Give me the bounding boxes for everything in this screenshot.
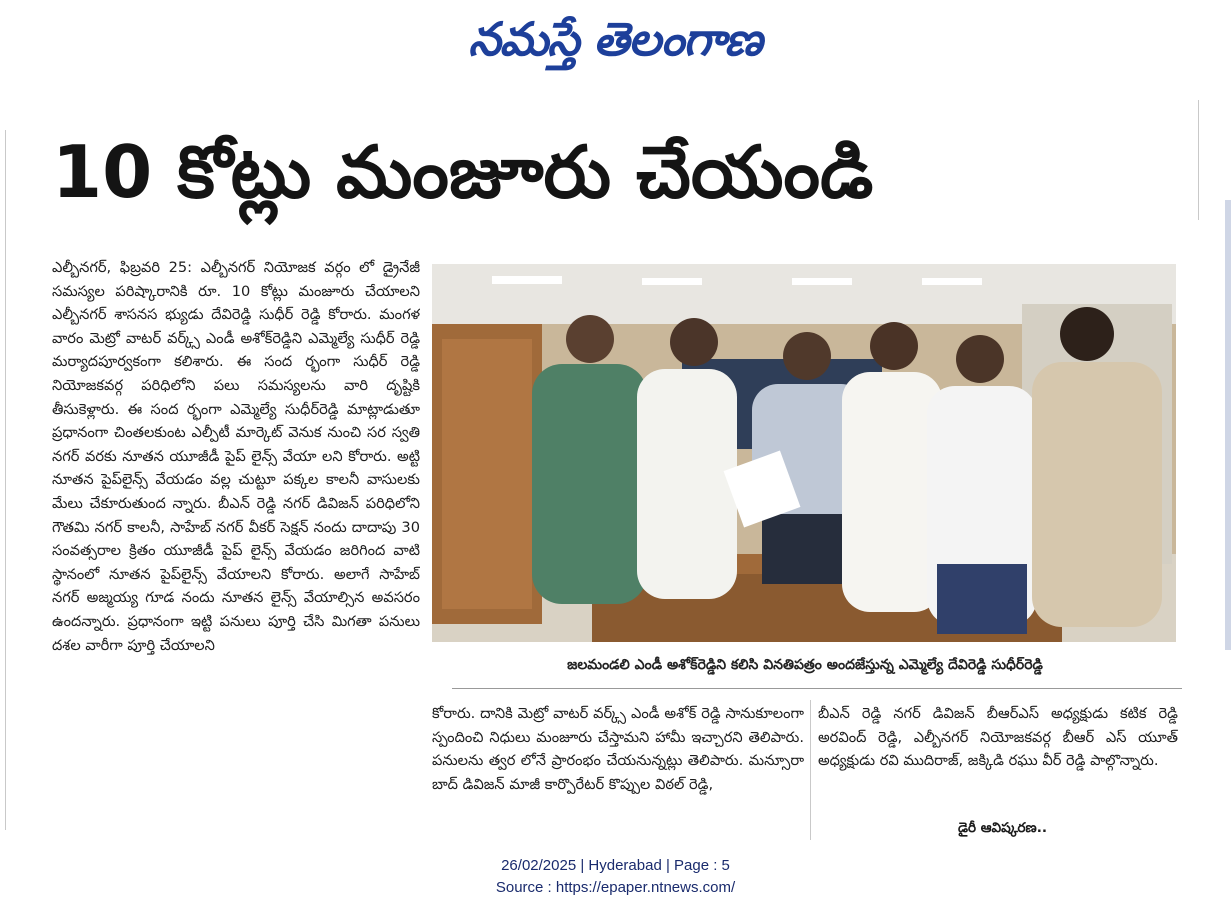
headline: 10 కోట్లు మంజూరు చేయండి <box>52 130 874 214</box>
byline: డైరీ ఆవిష్కరణ.. <box>958 820 1047 836</box>
edge-strip <box>1225 200 1231 650</box>
article-text-left: ఎల్బీనగర్, ఫిబ్రవరి 25: ఎల్బీనగర్ నియోజక వర్గం లో డ్రైనేజీ సమస్యల పరిష్కారానికి రూ. 10 కోట్లు మంజూరు చేయాలని ఎల్బీనగర్ శాసనస భ్యుడు దేవిరెడ్డి సుధీర్ రెడ్డి కోరారు. మంగళ వారం మెట్రో వాటర్ వర్క్స్ ఎండీ అశోక్‌రెడ్డిని ఎమ్మెల్యే సుధీర్ రెడ్డి మర్యాదపూర్వకంగా కలిశారు. ఈ సంద ర్భంగా సుధీర్ రెడ్డి నియోజకవర్గ పరిధిలోని పలు సమస్యలను వారి దృష్టికి తీసుకెళ్లారు. ఈ సంద ర్భంగా ఎమ్మెల్యే సుధీర్‌రెడ్డి మాట్లాడుతూ ప్రధానంగా చింతలకుంట ఎల్పీటీ మార్కెట్ వెనుక నుంచి సర స్వతి నగర్ వరకు నూతన యూజీడీ పైప్ లైన్స్ వేయా లని కోరారు. అట్టి నూతన పైప్‌లైన్స్ వేయడం వల్ల చుట్టూ పక్కల కాలనీ వాసులకు మేలు చేకూరుతుంద న్నారు. బీఎన్ రెడ్డి నగర్ డివిజన్ పరిధిలోని గౌతమి నగర్ కాలనీ, సాహేబ్ నగర్ వీకర్ సెక్షన్ నందు దాదాపు 30 సంవత్సరాల క్రితం యూజీడీ పైప్ లైన్స్ వేయడం జరిగింద వాటి స్థానంలో నూతన పైప్‌లైన్స్ వేయాలని కోరారు. అలాగే సాహేబ్ నగర్ అజ్మయ్య గూడ నందు నూతన లైన్స్ వేయాల్సిన అవసరం ఉందన్నారు. ప్రధానంగా ఇట్టి పనులు పూర్తి చేసి మిగతా పనులు దశల వారీగా పూర్తి చేయాలని <box>52 259 420 654</box>
masthead-logo: నమస్తే తెలంగాణ <box>468 12 762 66</box>
article-text-right: బీఎన్ రెడ్డి నగర్ డివిజన్ బీఆర్ఎస్ అధ్యక్షుడు కటిక రెడ్డి అరవింద్ రెడ్డి, ఎల్బీనగర్ నియోజకవర్గ బీఆర్ ఎస్ యూత్ అధ్యక్షుడు రవి ముదిరాజ్, జక్కిడి రఘు వీర్ రెడ్డి పాల్గొన్నారు. <box>818 705 1178 770</box>
column-divider-left <box>5 130 6 830</box>
footer-date-page: 26/02/2025 | Hyderabad | Page : 5 <box>501 857 730 874</box>
masthead <box>0 0 1231 80</box>
column-divider-right <box>1198 100 1199 220</box>
article-column-mid <box>432 702 804 840</box>
footer-source: Source : https://epaper.ntnews.com/ <box>495 879 736 896</box>
column-divider-mid <box>810 700 811 840</box>
article-column-left <box>52 256 420 846</box>
caption-rule <box>452 688 1182 689</box>
footer <box>0 855 1231 899</box>
article-text-mid: కోరారు. దానికి మెట్రో వాటర్ వర్క్స్ ఎండీ అశోక్ రెడ్డి సానుకూలంగా స్పందించి నిధులు మంజూరు చేస్తామని హామీ ఇచ్చారని తెలిపారు. పనులను త్వర లోనే ప్రారంభం చేయనున్నట్లు తెలిపారు. మన్సూరా బాద్ డివిజన్ మాజీ కార్పొరేటర్ కొప్పుల విఠల్ రెడ్డి, <box>432 705 804 793</box>
news-photo <box>432 264 1176 642</box>
photo-caption: జలమండలి ఎండీ అశోక్‌రెడ్డిని కలిసి వినతిపత్రం అందజేస్తున్న ఎమ్మెల్యే దేవిరెడ్డి సుధీర్‌రెడ్డి <box>567 657 1043 673</box>
